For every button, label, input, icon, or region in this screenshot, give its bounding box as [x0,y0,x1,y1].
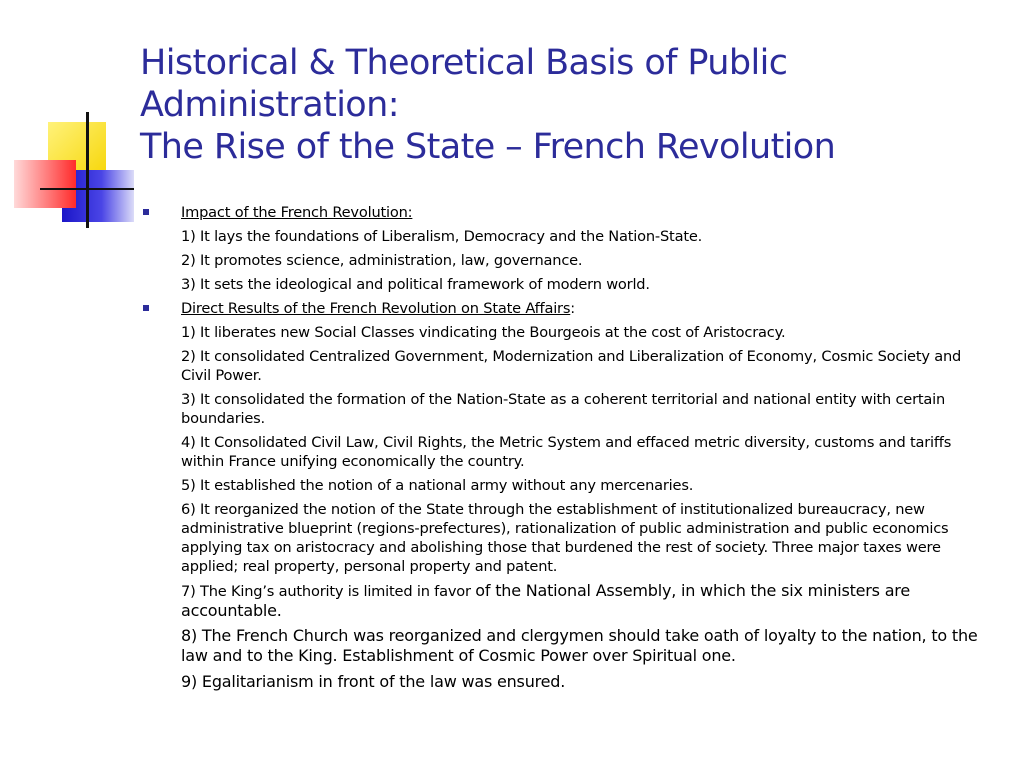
square-bullet-icon [143,209,149,215]
title-line-1: Historical & Theoretical Basis of Public [140,43,788,83]
list-item [142,581,992,621]
decorative-logo [0,0,160,240]
list-item: 2) It promotes science, administration, law, governance. [181,252,583,269]
horizontal-line-shape [40,188,134,190]
list-item: 4) It Consolidated Civil Law, Civil Rights, the Metric System and effaced metric diversity, customs and tariffs within France unifying economically the country. [181,434,952,470]
red-square-shape [14,160,76,208]
list-item: 9) Egalitarianism in front of the law was ensured. [181,672,566,691]
list-item: 5) It established the notion of a national army without any mercenaries. [181,477,694,494]
bullet-heading-suffix: : [570,300,575,317]
bullet-heading: Direct Results of the French Revolution on State Affairs [181,300,571,317]
list-item: 2) It consolidated Centralized Government, Modernization and Liberalization of Economy, Cosmic Society and Civil Power. [181,348,962,384]
list-item: 3) It sets the ideological and political framework of modern world. [181,276,650,293]
list-item: 6) It reorganized the notion of the State through the establishment of institutionalized bureaucracy, new administrative blueprint (regions-prefectures), rationalization of public administration and public economics applying tax on aristocracy and abolishing those that burdened the rest of society. Three major taxes were applied; real property, personal property and patent. [181,501,949,575]
list-item-small-text: 7) The King’s authority is limited in favor [181,583,476,600]
title-line-3: The Rise of the State – French Revolution [140,127,836,167]
bullet-impact [142,203,992,222]
bullet-heading: Impact of the French Revolution: [181,204,413,221]
slide-content [142,203,992,698]
list-item: 3) It consolidated the formation of the Nation-State as a coherent territorial and national entity with certain boundaries. [181,391,946,427]
list-item: 8) The French Church was reorganized and clergymen should take oath of loyalty to the nation, to the law and to the King. Establishment of Cosmic Power over Spiritual one. [181,626,978,665]
square-bullet-icon [143,305,149,311]
slide-title [140,42,1000,168]
bullet-direct-results [142,299,992,318]
list-item: 1) It lays the foundations of Liberalism, Democracy and the Nation-State. [181,228,703,245]
list-item-large-text: of the National Assembly, in which the six ministers are accountable. [181,581,910,620]
title-line-2: Administration: [140,85,399,125]
list-item: 1) It liberates new Social Classes vindicating the Bourgeois at the cost of Aristocracy. [181,324,786,341]
vertical-line-shape [86,112,89,228]
